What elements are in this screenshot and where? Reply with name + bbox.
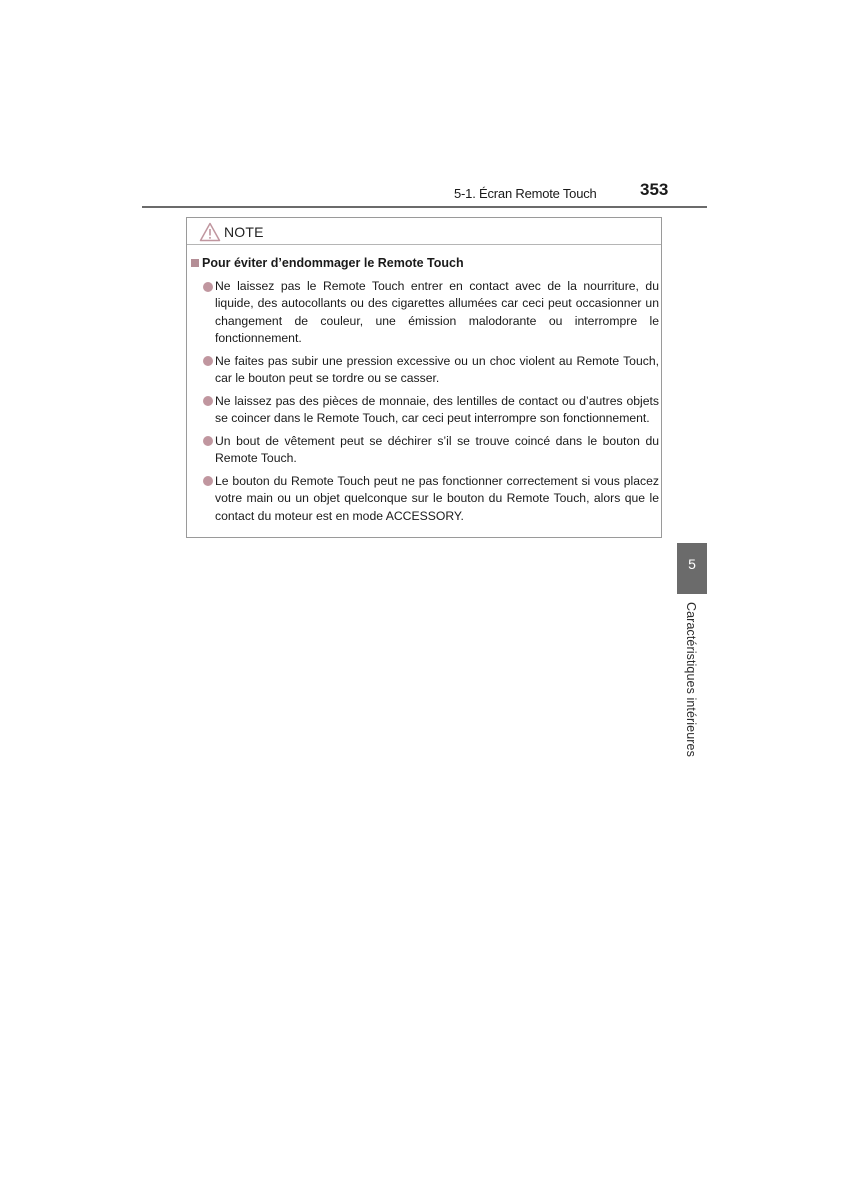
page-number: 353 — [640, 180, 669, 199]
note-heading-text: Pour éviter d’endommager le Remote Touch — [202, 256, 464, 270]
list-item — [203, 353, 659, 388]
note-box — [186, 217, 662, 538]
warning-triangle-icon — [199, 222, 221, 242]
list-item-text: Ne laissez pas des pièces de monnaie, des lentilles de contact ou d’autres objets se coincer dans le Remote Touch, car ceci peut interrompre son fonctionnement. — [215, 393, 659, 426]
list-item-text: Un bout de vêtement peut se déchirer s’il se trouve coincé dans le bouton du Remote Touch. — [215, 433, 659, 466]
list-item — [203, 433, 659, 468]
list-item — [203, 278, 659, 347]
circle-bullet-icon — [203, 476, 213, 486]
chapter-label: Caractéristiques intérieures — [684, 602, 698, 757]
circle-bullet-icon — [203, 356, 213, 366]
note-list — [203, 278, 659, 530]
header-divider — [142, 206, 707, 208]
square-bullet-icon — [191, 259, 199, 267]
note-title: NOTE — [224, 224, 264, 240]
note-header — [187, 218, 661, 245]
chapter-number: 5 — [688, 556, 696, 572]
list-item — [203, 393, 659, 428]
circle-bullet-icon — [203, 436, 213, 446]
note-heading — [191, 256, 464, 270]
list-item-text: Ne laissez pas le Remote Touch entrer en contact avec de la nourriture, du liquide, des autocollants ou des cigarettes allumées car ceci peut occasionner un changement de couleur, une émission malodorante ou interrompre le fonctionnement. — [215, 279, 659, 345]
list-item-text: Ne faites pas subir une pression excessive ou un choc violent au Remote Touch, car le bouton peut se tordre ou se casser. — [215, 353, 659, 385]
list-item-text: Le bouton du Remote Touch peut ne pas fonctionner correctement si vous placez votre main ou un objet quelconque sur le bouton du Remote Touch, alors que le contact du moteur est en mode ACCESSORY. — [215, 473, 659, 523]
circle-bullet-icon — [203, 282, 213, 292]
chapter-tab — [677, 543, 707, 594]
section-title: 5-1. Écran Remote Touch — [454, 186, 597, 201]
list-item — [203, 473, 659, 525]
circle-bullet-icon — [203, 396, 213, 406]
